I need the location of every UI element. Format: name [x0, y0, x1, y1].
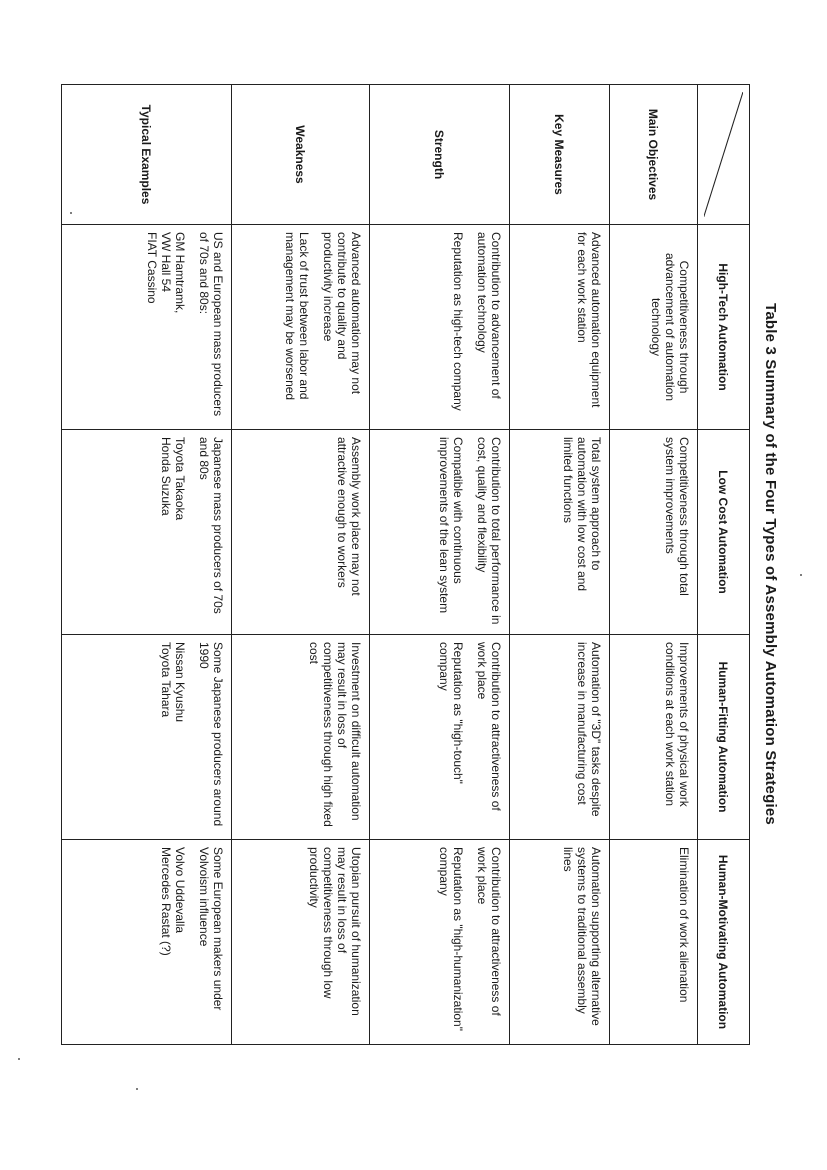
cell-measure-human-fitting: Automation of "3D" tasks despite increase in manufacturing cost [509, 635, 609, 840]
cell-strength-low-cost [369, 430, 509, 635]
column-header-low-cost: Low Cost Automation [697, 430, 749, 635]
cell-weakness-low-cost [231, 430, 369, 635]
cell-objective-high-tech: Competitiveness through advancement of automation technology [609, 225, 697, 430]
row-label-line: Typical [139, 104, 154, 146]
strength-point: Contribution to advancement of automation technology [474, 232, 503, 399]
cell-example-human-motivating [61, 840, 231, 1045]
strength-point: Contribution to attractiveness of work place [474, 642, 503, 811]
row-main-objectives [609, 85, 697, 1045]
weakness-point: Advanced automation may not contribute to quality and productivity increase [320, 232, 363, 395]
scan-speck [136, 1088, 138, 1090]
strength-point: Reputation as high-tech company [450, 232, 465, 411]
row-label-main-objectives: Main Objectives [609, 85, 697, 225]
example-plant: Toyota Tahara [158, 642, 173, 718]
cell-weakness-human-motivating [231, 840, 369, 1045]
strength-point: Contribution to total performance in cost, quality and flexibility [474, 437, 503, 625]
row-strength [369, 85, 509, 1045]
strength-point: Reputation as "high-touch" company [436, 642, 465, 784]
strategy-table [61, 84, 750, 1045]
example-plant: VW Hall 54 [158, 232, 173, 293]
weakness-point: Investment on difficult automation may result in loss of competitiveness through high fixed cost [306, 642, 363, 827]
corner-diagonal [704, 92, 743, 217]
header-row [697, 85, 749, 1045]
example-plant: Volvo Uddevalla [172, 847, 187, 934]
example-plant: Toyota Takaoka [172, 437, 187, 521]
cell-strength-high-tech [369, 225, 509, 430]
weakness-point: Utopian pursuit of humanization may result in loss of competitiveness through low productivity [306, 847, 363, 1016]
corner-cell [697, 85, 749, 225]
strength-point: Compatible with continuous improvements of the lean system [436, 437, 465, 614]
cell-strength-human-fitting [369, 635, 509, 840]
column-header-human-fitting: Human-Fitting Automation [697, 635, 749, 840]
cell-objective-human-motivating: Elimination of work alienation [609, 840, 697, 1045]
cell-measure-human-motivating: Automation supporting alternative systems to traditional assembly lines [509, 840, 609, 1045]
row-label-line: Examples [139, 148, 154, 205]
row-label-key-measures: Key Measures [509, 85, 609, 225]
row-label-strength: Strength [369, 85, 509, 225]
example-plant: Honda Suzuka [158, 437, 173, 516]
row-key-measures [509, 85, 609, 1045]
table-title: Table 3 Summary of the Four Types of Assembly Automation Strategies [762, 303, 779, 825]
example-intro: Some Japanese producers around 1990 [196, 642, 225, 827]
cell-measure-high-tech: Advanced automation equipment for each work station [509, 225, 609, 430]
rotated-page [70, 84, 790, 1044]
cell-example-high-tech [61, 225, 231, 430]
column-header-high-tech: High-Tech Automation [697, 225, 749, 430]
cell-measure-low-cost: Total system approach to automation with low cost and limited functions [509, 430, 609, 635]
example-plant: FIAT Cassino [144, 232, 159, 304]
cell-weakness-human-fitting [231, 635, 369, 840]
weakness-point: Lack of trust between labor and management may be worsened [282, 232, 311, 401]
example-intro: US and European mass producers of 70s and 80s: [196, 232, 225, 417]
row-typical-examples [61, 85, 231, 1045]
example-plant: Nissan Kyushu [172, 642, 187, 723]
strength-point: Contribution to attractiveness of work place [474, 847, 503, 1016]
cell-example-human-fitting [61, 635, 231, 840]
example-plant: Mercedes Rastat (?) [158, 847, 173, 956]
cell-example-low-cost [61, 430, 231, 635]
cell-strength-human-motivating [369, 840, 509, 1045]
cell-objective-human-fitting: Improvements of physical work conditions at each work station [609, 635, 697, 840]
weakness-point: Assembly work place may not attractive enough to workers [334, 437, 363, 596]
row-label-weakness: Weakness [231, 85, 369, 225]
example-intro: Japanese mass producers of 70s and 80s [196, 437, 225, 614]
row-label-typical-examples [61, 85, 231, 225]
column-header-human-motivating: Human-Motivating Automation [697, 840, 749, 1045]
scan-speck [800, 574, 802, 576]
strength-point: Reputation as "high-humanization" company [436, 847, 465, 1031]
cell-weakness-high-tech [231, 225, 369, 430]
example-plant: GM Hamtramk, [172, 232, 187, 314]
scan-speck [18, 1058, 20, 1060]
example-intro: Some European makers under Volvoism influence [196, 847, 225, 1011]
row-weakness [231, 85, 369, 1045]
cell-objective-low-cost: Competitiveness through total system improvements [609, 430, 697, 635]
